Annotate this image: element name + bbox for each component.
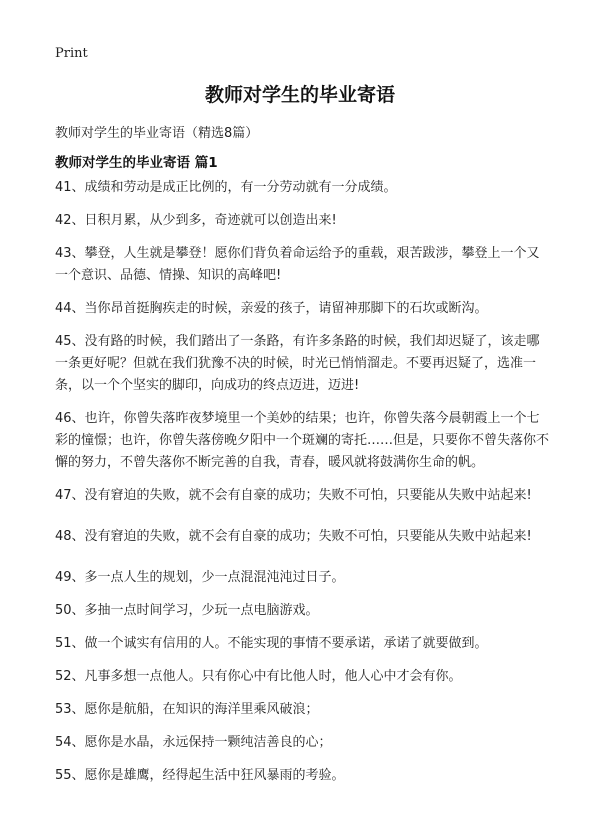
- message-list: [55, 177, 550, 798]
- list-item: 46、也许，你曾失落昨夜梦境里一个美妙的结果；也许，你曾失落今晨朝霞上一个七彩的憧憬；也许，你曾失落傍晚夕阳中一个斑斓的寄托……但是，只要你不曾失落你不懈的努力，不曾失落你不断完善的自我，青春，暖风就将鼓满你生命的帆。: [55, 411, 550, 470]
- list-item: 41、成绩和劳动是成正比例的，有一分劳动就有一分成绩。: [55, 180, 397, 195]
- list-item: 49、多一点人生的规划，少一点混混沌沌过日子。: [55, 570, 345, 585]
- print-link[interactable]: Print: [55, 46, 88, 61]
- list-item: 52、凡事多想一点他人。只有你心中有比他人时，他人心中才会有你。: [55, 669, 462, 684]
- list-item: 54、愿你是水晶，永远保持一颗纯洁善良的心；: [55, 735, 332, 750]
- list-item: 48、没有窘迫的失败，就不会有自豪的成功；失败不可怕，只要能从失败中站起来!: [55, 529, 532, 544]
- list-item: 43、攀登，人生就是攀登！愿你们背负着命运给予的重载，艰苦跋涉，攀登上一个又一个意识、品德、情操、知识的高峰吧!: [55, 246, 540, 283]
- list-item: 55、愿你是雄鹰，经得起生活中狂风暴雨的考验。: [55, 768, 345, 783]
- list-item: 45、没有路的时候，我们踏出了一条路，有许多条路的时候，我们却迟疑了，该走哪一条更好呢？但就在我们犹豫不决的时候，时光已悄悄溜走。不要再迟疑了，选准一条，以一个个坚实的脚印，向成功的终点迈进，迈进!: [55, 334, 540, 393]
- list-item: 51、做一个诚实有信用的人。不能实现的事情不要承诺，承诺了就要做到。: [55, 636, 488, 651]
- list-item: 50、多抽一点时间学习，少玩一点电脑游戏。: [55, 603, 319, 618]
- list-item: 42、日积月累，从少到多，奇迹就可以创造出来!: [55, 213, 337, 228]
- list-item: 44、当你昂首挺胸疾走的时候，亲爱的孩子，请留神那脚下的石坎或断沟。: [55, 301, 488, 316]
- section-heading: 教师对学生的毕业寄语 篇1: [55, 155, 218, 171]
- list-item: 47、没有窘迫的失败，就不会有自豪的成功；失败不可怕，只要能从失败中站起来!: [55, 488, 532, 503]
- list-item: 53、愿你是航船，在知识的海洋里乘风破浪；: [55, 702, 319, 717]
- page-title: 教师对学生的毕业寄语: [204, 84, 395, 106]
- page-subtitle: 教师对学生的毕业寄语（精选8篇）: [55, 126, 259, 141]
